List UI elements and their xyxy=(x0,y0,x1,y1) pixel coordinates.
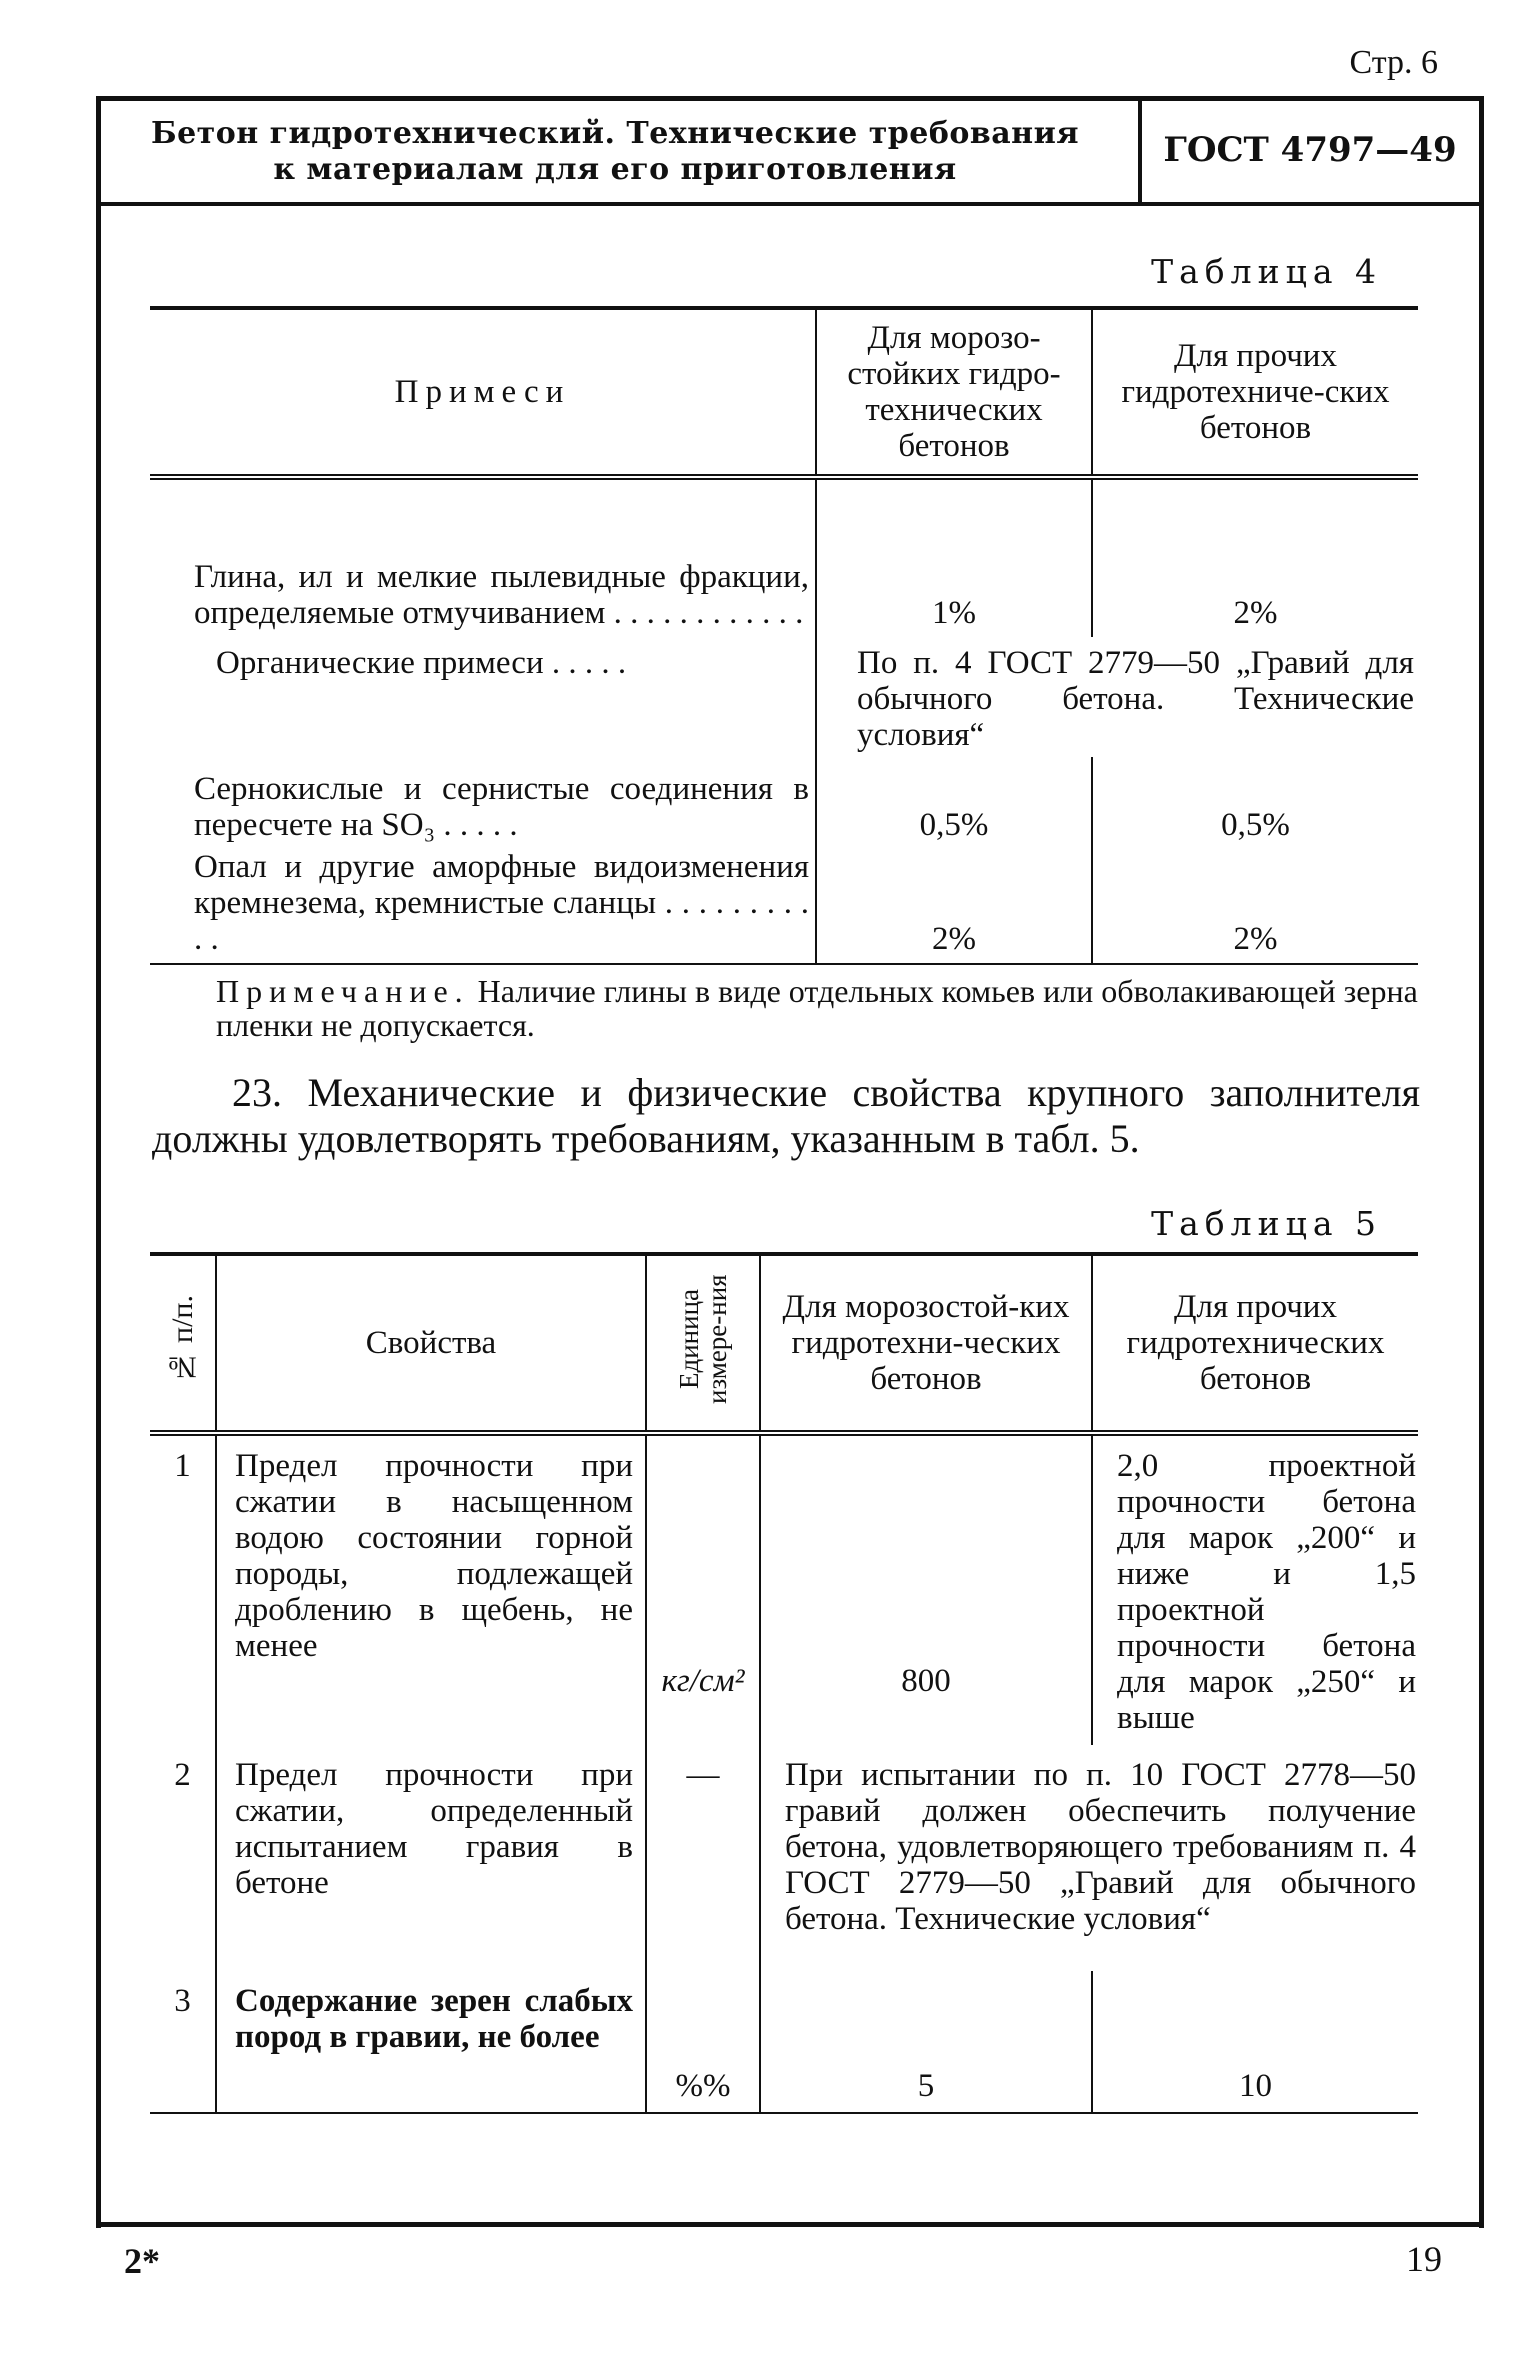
t4-row1-name: Глина, ил и мелкие пылевидные фракции, определяемые отмучиванием . . . . . . . . . . . . xyxy=(194,559,809,631)
paragraph-23: 23. Механические и физические свойства крупного заполнителя должны удовлетворять требованиям, указанным в табл. 5. xyxy=(152,1070,1420,1161)
t5-row3-unit: %% xyxy=(646,1971,760,2113)
footer-signature: 2* xyxy=(124,2241,160,2281)
t5-row1-prop: Предел прочности при сжатии в насыщенном водою состоянии горной породы, подлежащей дроблению в щебень, не менее xyxy=(216,1433,646,1745)
t4-row2-merged: По п. 4 ГОСТ 2779—50 „Гравий для обычного бетона. Технические условия“ xyxy=(816,637,1418,757)
t4-row3-frost: 0,5% xyxy=(816,757,1092,849)
bottom-rule xyxy=(96,2222,1479,2227)
title-line-1: Бетон гидротехнический. Технические требования xyxy=(150,116,1080,151)
t5-row1-num: 1 xyxy=(174,1448,191,1484)
table-row xyxy=(150,1971,1418,2113)
t4-row4-other: 2% xyxy=(1092,849,1418,964)
footer-page-number: 19 xyxy=(1406,2239,1442,2279)
table-row xyxy=(150,1745,1418,1971)
t4-header-frost: Для морозо-стойких гидро-технических бетонов xyxy=(816,308,1092,477)
t4-row1-frost: 1% xyxy=(816,477,1092,637)
t4-header-impurities: Примеси xyxy=(150,308,816,477)
note-text: Наличие глины в виде отдельных комьев или обволакивающей зерна пленки не допускается. xyxy=(216,973,1418,1043)
t5-row1-frost: 800 xyxy=(760,1433,1092,1745)
t5-row3-other: 10 xyxy=(1092,1971,1418,2113)
title-line-2: к материалам для его приготовления xyxy=(273,152,957,187)
table-row xyxy=(150,637,1418,757)
t4-row3-name: Сернокислые и сернистые соединения в пересчете на SO₃ . . . . . xyxy=(194,771,809,843)
t5-header-unit: Единица измере-ния xyxy=(646,1254,760,1433)
t5-row1-other: 2,0 проектной прочности бетона для марок „200“ и ниже и 1,5 проектной прочности бетона для марок „250“ и выше xyxy=(1092,1433,1418,1745)
t5-row3-prop: Содержание зерен слабых пород в гравии, не более xyxy=(216,1971,646,2113)
t4-row4-frost: 2% xyxy=(816,849,1092,964)
page-label: Стр. 6 xyxy=(1349,44,1438,81)
table4-note xyxy=(216,974,1422,1042)
table-5 xyxy=(150,1252,1418,2114)
t5-header-frost: Для морозостой-ких гидротехни-ческих бетонов xyxy=(760,1254,1092,1433)
t5-row2-merged: При испытании по п. 10 ГОСТ 2778—50 гравий должен обеспечить получение бетона, удовлетворяющего требованиям п. 4 ГОСТ 2779—50 „Гравий для обычного бетона. Технические условия“ xyxy=(760,1745,1418,1971)
table-4 xyxy=(150,306,1418,965)
document-title xyxy=(110,116,1120,188)
note-label: Примечание. xyxy=(216,973,470,1009)
table5-caption: Таблица 5 xyxy=(1151,1204,1382,1243)
t5-row3-frost: 5 xyxy=(760,1971,1092,2113)
t4-row2-name: Органические примеси . . . . . xyxy=(216,645,627,681)
table-row xyxy=(150,1433,1418,1745)
table-row xyxy=(150,477,1418,637)
t5-row3-num: 3 xyxy=(150,1971,216,2113)
t5-row2-unit: — xyxy=(646,1745,760,1971)
t4-row1-other: 2% xyxy=(1092,477,1418,637)
header-top-rule xyxy=(96,96,1479,101)
t4-row4-name: Опал и другие аморфные видоизменения кремнезема, кремнистые сланцы . . . . . . . . . . . xyxy=(150,849,816,964)
t5-header-num: № п/п. xyxy=(150,1254,216,1433)
t4-row3-other: 0,5% xyxy=(1092,757,1418,849)
header-separator xyxy=(1138,96,1142,204)
t5-header-other: Для прочих гидротехнических бетонов xyxy=(1092,1254,1418,1433)
t4-header-other: Для прочих гидротехниче-ских бетонов xyxy=(1092,308,1418,477)
header-bottom-rule xyxy=(96,202,1479,206)
table4-caption: Таблица 4 xyxy=(1151,252,1382,291)
t5-header-prop: Свойства xyxy=(216,1254,646,1433)
t5-row2-num: 2 xyxy=(174,1757,191,1793)
table-row xyxy=(150,757,1418,849)
t5-row2-prop: Предел прочности при сжатии, определенный испытанием гравия в бетоне xyxy=(216,1745,646,1971)
t5-row1-unit: кг/см² xyxy=(646,1433,760,1745)
table-row xyxy=(150,849,1418,964)
gost-number: ГОСТ 4797—49 xyxy=(1163,130,1457,170)
